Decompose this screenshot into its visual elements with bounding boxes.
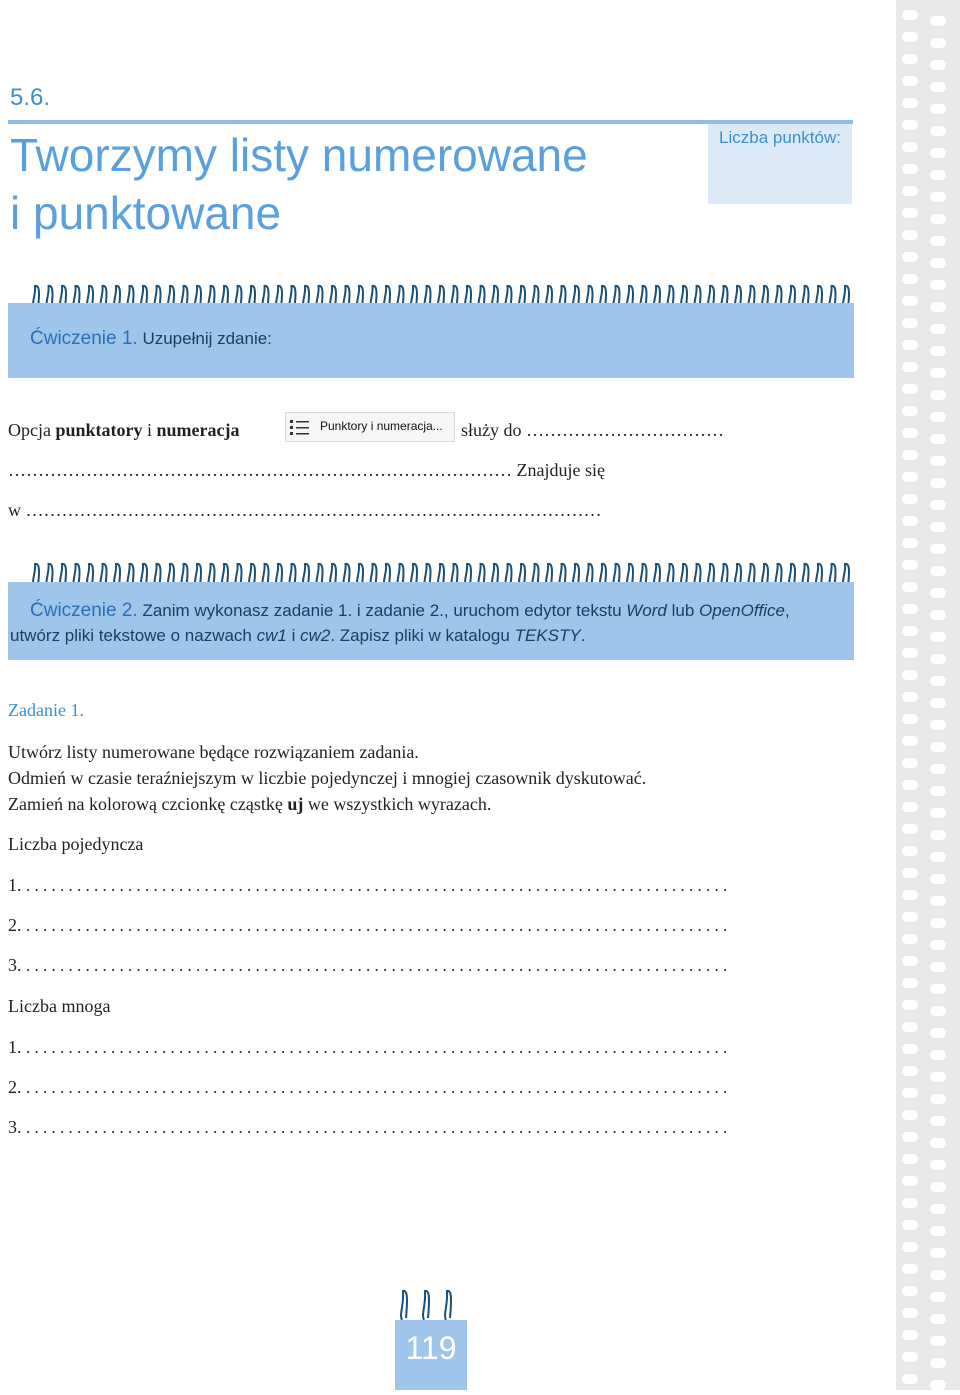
binding-ring xyxy=(902,868,918,878)
binding-ring xyxy=(930,82,946,92)
binding-ring xyxy=(902,296,918,306)
binding-ring xyxy=(930,588,946,598)
binding-ring xyxy=(902,1176,918,1186)
binding-ring xyxy=(902,494,918,504)
binding-ring xyxy=(930,434,946,444)
item-number: 2. xyxy=(8,915,22,935)
bullets-numbering-button-illustration xyxy=(285,412,455,442)
exercise-2-text-1: Zanim wykonasz zadanie 1. i zadanie 2., uruchom edytor tekstu xyxy=(137,601,627,620)
binding-ring xyxy=(902,1110,918,1120)
binding-ring xyxy=(930,1270,946,1280)
binding-ring xyxy=(930,918,946,928)
bold-punktatory: punktatory xyxy=(55,420,143,440)
file-cw2: cw2 xyxy=(300,626,331,645)
binding-ring xyxy=(930,126,946,136)
singular-label: Liczba pojedyncza xyxy=(8,834,144,854)
exercise-2-label: Ćwiczenie 2. xyxy=(30,600,138,621)
binding-ring xyxy=(930,566,946,576)
file-cw1: cw1 xyxy=(256,626,287,645)
binding-ring xyxy=(902,340,918,350)
binding-ring xyxy=(902,1308,918,1318)
binding-ring xyxy=(930,808,946,818)
fill-in-dots-1: …………………………… xyxy=(526,420,724,440)
binding-ring xyxy=(930,1028,946,1038)
binding-ring xyxy=(902,450,918,460)
plural-item xyxy=(8,1117,727,1138)
binding-ring xyxy=(902,1220,918,1230)
binding-ring xyxy=(930,1006,946,1016)
binding-ring xyxy=(902,208,918,218)
binding-ring xyxy=(930,258,946,268)
answer-dotline: . . . . . . . . . . . . . . . . . . . . . . . . . . . . . . . . . . . . . . . . . . . . . . . . . . . . . . . . . . . . . . . . . . . . . . . . . . . . . . . . . . . xyxy=(26,956,728,975)
exercise-1-box xyxy=(8,303,854,378)
task-1-label: Zadanie 1. xyxy=(8,700,84,720)
binding-ring xyxy=(902,1022,918,1032)
binding-ring xyxy=(930,1182,946,1192)
binding-ring xyxy=(930,214,946,224)
binding-ring xyxy=(930,984,946,994)
item-number: 3. xyxy=(8,955,22,975)
binding-ring xyxy=(902,934,918,944)
binding-ring xyxy=(902,186,918,196)
binding-ring xyxy=(930,346,946,356)
spiral-coil xyxy=(401,1291,407,1320)
answer-dotline: . . . . . . . . . . . . . . . . . . . . . . . . . . . . . . . . . . . . . . . . . . . . . . . . . . . . . . . . . . . . . . . . . . . . . . . . . . . . . . . . . . . xyxy=(26,1038,728,1057)
binding-ring xyxy=(930,1292,946,1302)
fill-in-line-1-end xyxy=(461,420,724,441)
binding-ring xyxy=(930,1358,946,1368)
binding-ring xyxy=(902,32,918,42)
exercise-2-line-1 xyxy=(30,600,790,622)
binding-ring xyxy=(902,10,918,20)
binding-ring xyxy=(902,274,918,284)
binding-ring xyxy=(902,890,918,900)
binding-ring xyxy=(930,148,946,158)
binding-ring xyxy=(902,1000,918,1010)
binding-ring xyxy=(902,362,918,372)
binding-ring xyxy=(902,120,918,130)
binding-ring xyxy=(930,1050,946,1060)
binding-ring xyxy=(930,1138,946,1148)
binding-ring xyxy=(930,390,946,400)
binding-ring xyxy=(930,522,946,532)
plural-item xyxy=(8,1077,727,1098)
binding-ring xyxy=(930,742,946,752)
binding-ring xyxy=(930,764,946,774)
binding-ring xyxy=(902,780,918,790)
binding-ring xyxy=(930,1248,946,1258)
binding-ring xyxy=(902,98,918,108)
points-label: Liczba punktów: xyxy=(719,128,841,147)
binding-ring xyxy=(902,1066,918,1076)
binding-ring xyxy=(930,830,946,840)
fill-in-line-3 xyxy=(8,500,602,521)
page-number-tab xyxy=(395,1320,467,1390)
binding-ring xyxy=(902,560,918,570)
binding-ring xyxy=(930,962,946,972)
binding-ring xyxy=(930,170,946,180)
binding-ring xyxy=(902,54,918,64)
task-1-line-3 xyxy=(8,794,491,815)
binding-ring xyxy=(902,1264,918,1274)
binding-ring xyxy=(930,38,946,48)
binding-rings xyxy=(896,0,960,1390)
binding-ring xyxy=(930,1116,946,1126)
binding-ring xyxy=(930,940,946,950)
binding-ring xyxy=(930,104,946,114)
binding-ring xyxy=(902,1330,918,1340)
plural-item xyxy=(8,1037,727,1058)
binding-ring xyxy=(930,16,946,26)
binding-ring xyxy=(930,456,946,466)
binding-ring xyxy=(930,324,946,334)
title-line-2: i punktowane xyxy=(10,187,282,239)
answer-dotline: . . . . . . . . . . . . . . . . . . . . . . . . . . . . . . . . . . . . . . . . . . . . . . . . . . . . . . . . . . . . . . . . . . . . . . . . . . . . . . . . . . . xyxy=(26,916,728,935)
exercise-1-label: Ćwiczenie 1. xyxy=(30,328,138,349)
openoffice-name: OpenOffice xyxy=(699,601,786,620)
binding-ring xyxy=(902,1132,918,1142)
title-line-1: Tworzymy listy numerowane xyxy=(10,129,588,181)
binding-ring xyxy=(902,1088,918,1098)
binding-ring xyxy=(902,1198,918,1208)
binding-ring xyxy=(930,676,946,686)
binding-ring xyxy=(902,846,918,856)
fill-in-dots-3: …………………………………………………………………………………… xyxy=(25,500,602,520)
binding-ring xyxy=(930,1072,946,1082)
page-number: 119 xyxy=(405,1330,457,1366)
binding-ring xyxy=(930,852,946,862)
exercise-2-box xyxy=(8,582,854,660)
binding-ring xyxy=(902,648,918,658)
task-1-line-2: Odmień w czasie teraźniejszym w liczbie pojedynczej i mnogiej czasownik dyskutować. xyxy=(8,768,647,788)
binding-ring xyxy=(930,60,946,70)
task-1-line-3-a: Zamień na kolorową czcionkę cząstkę xyxy=(8,794,288,814)
binding-ring xyxy=(902,406,918,416)
binding-ring xyxy=(930,632,946,642)
binding-ring xyxy=(902,670,918,680)
binding-ring xyxy=(902,824,918,834)
item-number: 1. xyxy=(8,1037,22,1057)
binding-ring xyxy=(902,516,918,526)
section-number: 5.6. xyxy=(10,84,51,111)
binding-ring xyxy=(930,786,946,796)
binding-ring xyxy=(902,1352,918,1362)
binding-ring xyxy=(902,714,918,724)
answer-dotline: . . . . . . . . . . . . . . . . . . . . . . . . . . . . . . . . . . . . . . . . . . . . . . . . . . . . . . . . . . . . . . . . . . . . . . . . . . . . . . . . . . . xyxy=(26,1118,728,1137)
binding-ring xyxy=(930,236,946,246)
binding-ring xyxy=(902,1374,918,1384)
binding-ring xyxy=(930,1160,946,1170)
binding-ring xyxy=(902,802,918,812)
fill-in-znajduje: Znajduje się xyxy=(512,460,605,480)
binding-ring xyxy=(902,736,918,746)
exercise-1-text: Uzupełnij zdanie: xyxy=(137,329,272,348)
binding-ring xyxy=(930,280,946,290)
fill-in-w: w xyxy=(8,500,26,520)
binding-ring xyxy=(930,720,946,730)
singular-item xyxy=(8,955,727,976)
binding-ring xyxy=(930,500,946,510)
binding-ring xyxy=(902,978,918,988)
button-illustration-label: Punktory i numeracja... xyxy=(320,419,443,433)
binding-strip xyxy=(896,0,960,1390)
binding-ring xyxy=(930,368,946,378)
binding-ring xyxy=(902,164,918,174)
footer-spiral xyxy=(398,1288,464,1324)
binding-ring xyxy=(902,472,918,482)
binding-ring xyxy=(902,626,918,636)
binding-ring xyxy=(902,604,918,614)
binding-ring xyxy=(930,302,946,312)
binding-ring xyxy=(902,538,918,548)
answer-dotline: . . . . . . . . . . . . . . . . . . . . . . . . . . . . . . . . . . . . . . . . . . . . . . . . . . . . . . . . . . . . . . . . . . . . . . . . . . . . . . . . . . . xyxy=(26,876,728,895)
exercise-2-i: i xyxy=(286,626,301,645)
binding-ring xyxy=(902,1044,918,1054)
points-box xyxy=(708,124,852,204)
binding-ring xyxy=(930,1204,946,1214)
singular-item xyxy=(8,915,727,936)
binding-ring xyxy=(930,1336,946,1346)
fill-in-dots-2: ………………………………………………………………………… xyxy=(8,460,512,480)
binding-ring xyxy=(902,758,918,768)
binding-ring xyxy=(902,76,918,86)
binding-ring xyxy=(902,1286,918,1296)
exercise-1-line xyxy=(30,328,272,350)
word-name: Word xyxy=(626,601,667,620)
binding-ring xyxy=(930,1314,946,1324)
binding-ring xyxy=(930,610,946,620)
binding-ring xyxy=(902,912,918,922)
page-title xyxy=(10,126,588,242)
binding-ring xyxy=(902,692,918,702)
binding-ring xyxy=(902,318,918,328)
binding-ring xyxy=(930,698,946,708)
plural-label: Liczba mnoga xyxy=(8,996,111,1016)
binding-ring xyxy=(902,230,918,240)
item-number: 2. xyxy=(8,1077,22,1097)
spiral-coil xyxy=(423,1291,429,1320)
exercise-2-line-2 xyxy=(10,626,585,646)
fill-in-sluzy: służy do xyxy=(461,420,526,440)
task-1-bold-uj: uj xyxy=(287,794,304,814)
binding-ring xyxy=(930,1226,946,1236)
binding-ring xyxy=(902,1242,918,1252)
binding-ring xyxy=(902,252,918,262)
fill-in-mid: i xyxy=(142,420,157,440)
exercise-2-text-2: utwórz pliki tekstowe o nazwach xyxy=(10,626,257,645)
bold-numeracja: numeracja xyxy=(156,420,240,440)
spiral-coil xyxy=(445,1291,451,1320)
task-1-line-1: Utwórz listy numerowane będące rozwiązaniem zadania. xyxy=(8,742,419,762)
binding-ring xyxy=(930,654,946,664)
binding-ring xyxy=(930,478,946,488)
item-number: 3. xyxy=(8,1117,22,1137)
binding-ring xyxy=(902,956,918,966)
exercise-2-comma: , xyxy=(785,601,790,620)
exercise-2-dot: . xyxy=(580,626,586,645)
answer-dotline: . . . . . . . . . . . . . . . . . . . . . . . . . . . . . . . . . . . . . . . . . . . . . . . . . . . . . . . . . . . . . . . . . . . . . . . . . . . . . . . . . . . xyxy=(26,1078,728,1097)
binding-ring xyxy=(930,192,946,202)
binding-ring xyxy=(930,544,946,554)
singular-item xyxy=(8,875,727,896)
folder-teksty: TEKSTY xyxy=(514,626,581,645)
binding-ring xyxy=(902,428,918,438)
binding-ring xyxy=(902,1154,918,1164)
binding-ring xyxy=(930,874,946,884)
binding-ring xyxy=(902,142,918,152)
item-number: 1. xyxy=(8,875,22,895)
binding-ring xyxy=(902,384,918,394)
exercise-2-lub: lub xyxy=(666,601,700,620)
binding-ring xyxy=(902,582,918,592)
binding-ring xyxy=(930,1094,946,1104)
fill-in-line-2 xyxy=(8,460,853,481)
fill-in-prefix: Opcja xyxy=(8,420,56,440)
binding-ring xyxy=(930,1380,946,1390)
exercise-2-text-3: . Zapisz pliki w katalogu xyxy=(330,626,515,645)
fill-in-line-1 xyxy=(8,420,240,441)
bullet-list-icon xyxy=(289,418,311,438)
task-1-line-3-c: we wszystkich wyrazach. xyxy=(303,794,492,814)
binding-ring xyxy=(930,412,946,422)
binding-ring xyxy=(930,896,946,906)
